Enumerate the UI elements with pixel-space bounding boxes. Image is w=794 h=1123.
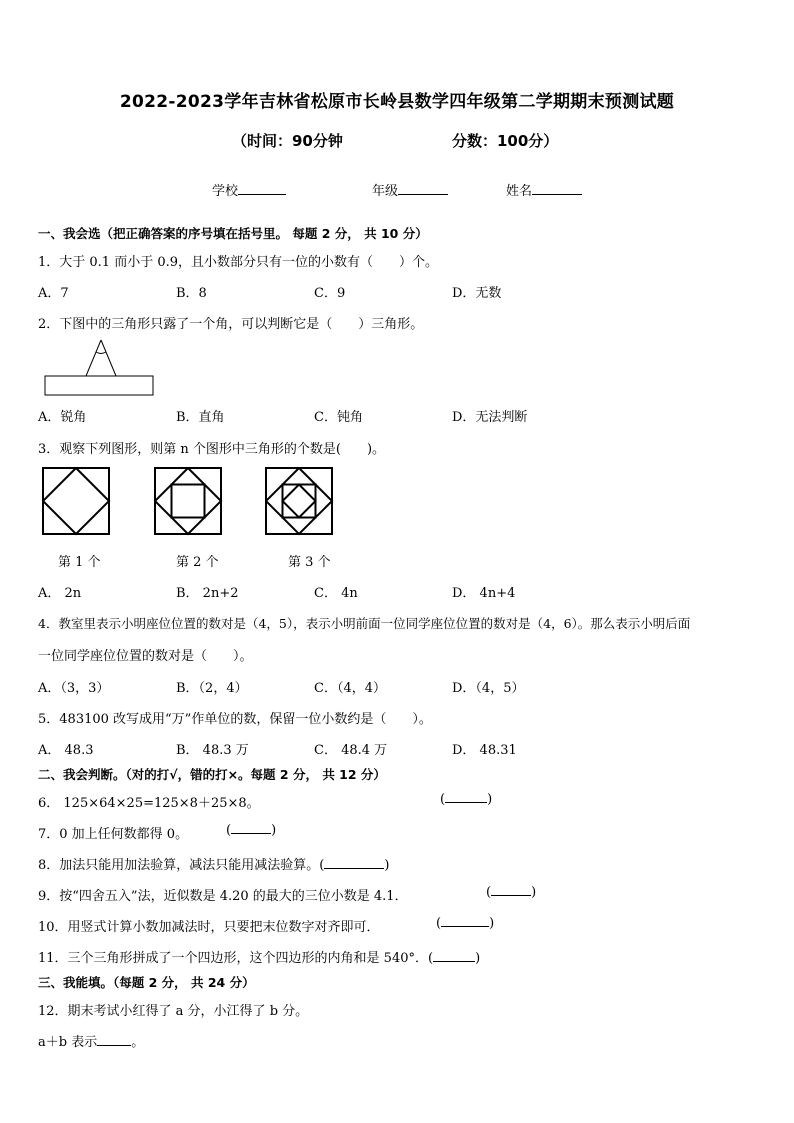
question-7: 7．0 加上任何数都得 0。: [38, 827, 189, 842]
question-8: [38, 854, 389, 873]
q6-answer-blank[interactable]: [440, 792, 492, 807]
question-12-line-2: [38, 1031, 144, 1050]
name-blank[interactable]: [532, 194, 582, 195]
q4-option-c[interactable]: C．（4，4）: [314, 681, 386, 696]
q4-option-d[interactable]: D．（4，5）: [452, 681, 525, 696]
figure-1-label: 第 1 个: [58, 555, 101, 570]
q12-prompt: a＋b 表示: [38, 1035, 98, 1050]
question-12: 12．期末考试小红得了 a 分，小江得了 b 分。: [38, 1004, 309, 1019]
q2-option-d[interactable]: D．无法判断: [452, 410, 528, 425]
section-heading-3: 三、我能填。（每题 2 分， 共 24 分）: [38, 975, 255, 990]
question-8-text: 8．加法只能用加法验算，减法只能用减法验算。(: [38, 858, 325, 873]
q10-paren-close: ): [489, 916, 495, 931]
hidden-triangle-figure: [44, 336, 156, 398]
q1-option-d[interactable]: D．无数: [452, 286, 502, 301]
question-3: 3．观察下列图形，则第 n 个图形中三角形的个数是( )。: [38, 442, 386, 457]
question-4-line-2: 一位同学座位位置的数对是（ ）。: [38, 649, 253, 664]
q8-blank[interactable]: [324, 868, 384, 869]
q9-paren-open: (: [486, 885, 492, 900]
grade-field: [372, 180, 448, 199]
question-4-line-1: 4．教室里表示小明座位位置的数对是（4，5），表示小明前面一位同学座位位置的数对是（4，6）。那么表示小明后面: [38, 616, 691, 631]
q3-option-a[interactable]: A． 2n: [38, 586, 82, 601]
figure-2-nested-squares: [154, 467, 224, 537]
q5-option-a[interactable]: A． 48.3: [38, 743, 94, 758]
q12-blank[interactable]: [97, 1045, 131, 1046]
q11-blank[interactable]: [433, 961, 475, 962]
q5-option-b[interactable]: B． 48.3 万: [176, 743, 249, 758]
q9-paren-close: ): [531, 885, 537, 900]
figure-2-label: 第 2 个: [176, 555, 219, 570]
name-field: [506, 180, 582, 199]
q4-option-b[interactable]: B．（2，4）: [176, 681, 248, 696]
school-field: [212, 180, 286, 199]
question-2: 2．下图中的三角形只露了一个角，可以判断它是（ ）三角形。: [38, 317, 424, 332]
question-10: 10．用竖式计算小数加减法时，只要把末位数字对齐即可．: [38, 920, 380, 935]
q9-blank[interactable]: [491, 895, 531, 896]
q8-paren-close: ): [384, 858, 390, 873]
q5-option-d[interactable]: D． 48.31: [452, 743, 517, 758]
q3-option-c[interactable]: C． 4n: [314, 586, 358, 601]
q1-option-b[interactable]: B．8: [176, 286, 207, 301]
q7-paren-open: (: [226, 823, 232, 838]
exam-time: （时间：90分钟: [232, 132, 343, 150]
question-6: 6． 125×64×25=125×8＋25×8。: [38, 796, 260, 811]
q3-option-d[interactable]: D． 4n+4: [452, 586, 516, 601]
q10-blank[interactable]: [441, 926, 489, 927]
grade-blank[interactable]: [398, 194, 448, 195]
q7-blank[interactable]: [231, 833, 271, 834]
q11-paren-close: ): [475, 951, 481, 966]
question-5: 5．483100 改写成用“万”作单位的数，保留一位小数约是（ ）。: [38, 712, 432, 727]
q2-option-c[interactable]: C．钝角: [314, 410, 363, 425]
q7-paren-close: ): [271, 823, 277, 838]
section-heading-2: 二、我会判断。（对的打√，错的打×。每题 2 分， 共 12 分）: [38, 767, 386, 782]
school-label: 学校: [212, 184, 239, 199]
exam-score: 分数：100分）: [452, 132, 559, 150]
name-label: 姓名: [506, 184, 533, 199]
q2-option-b[interactable]: B．直角: [176, 410, 225, 425]
question-1: 1．大于 0.1 而小于 0.9，且小数部分只有一位的小数有（ ）个。: [38, 255, 439, 270]
q6-paren-close: ): [487, 792, 493, 807]
question-9: 9．按“四舍五入”法，近似数是 4.20 的最大的三位小数是 4.1．: [38, 889, 408, 904]
grade-label: 年级: [372, 184, 399, 199]
page-title: 2022-2023学年吉林省松原市长岭县数学四年级第二学期期末预测试题: [119, 92, 675, 112]
q6-paren-open: (: [440, 792, 446, 807]
figure-3-nested-squares: [265, 467, 335, 537]
q9-answer-blank[interactable]: [486, 885, 536, 900]
q2-option-a[interactable]: A．锐角: [38, 410, 87, 425]
q1-option-c[interactable]: C．9: [314, 286, 346, 301]
q5-option-c[interactable]: C． 48.4 万: [314, 743, 388, 758]
q10-paren-open: (: [436, 916, 442, 931]
question-11-text: 11．三个三角形拼成了一个四边形，这个四边形的内角和是 540°．(: [38, 951, 434, 966]
figure-3-label: 第 3 个: [288, 555, 331, 570]
q10-answer-blank[interactable]: [436, 916, 494, 931]
q4-option-a[interactable]: A．（3，3）: [38, 681, 110, 696]
question-11: [38, 947, 480, 966]
q3-option-b[interactable]: B． 2n+2: [176, 586, 239, 601]
q12-end-mark: 。: [131, 1035, 145, 1050]
q6-blank[interactable]: [445, 802, 487, 803]
figure-1-nested-squares: [42, 467, 112, 537]
school-blank[interactable]: [238, 194, 286, 195]
q1-option-a[interactable]: A．7: [38, 286, 69, 301]
section-heading-1: 一、我会选（把正确答案的序号填在括号里。 每题 2 分， 共 10 分）: [38, 226, 428, 241]
q7-answer-blank[interactable]: [226, 823, 276, 838]
